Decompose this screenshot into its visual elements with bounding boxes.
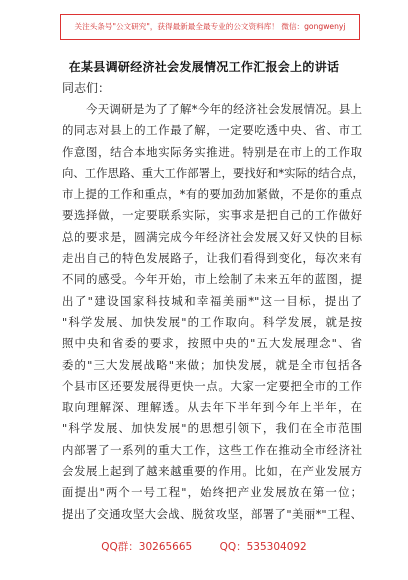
text-line: 取向理解深、理解透。从去年下半年到今年上半年，在 — [62, 400, 362, 415]
text-line: 出了"建设国家科技城和幸福美丽*"这一目标，提出了 — [62, 293, 362, 308]
document-body — [62, 99, 362, 525]
text-line: 作意图，结合本地实际务实推进。特别是在市上的工作取 — [62, 144, 362, 159]
text-line: 今天调研是为了了解*今年的经济社会发展情况。县上 — [86, 102, 362, 116]
text-line: 会发展上起到了越来越重要的作用。比如，在产业发展方 — [62, 464, 362, 479]
header-banner: 关注头条号"公文研究"，获得最新最全最专业的公文资料库！ 微信：gongwenyj — [60, 14, 360, 40]
footer-contact — [0, 539, 408, 554]
text-line: "科学发展、加快发展"的工作取向。科学发展，就是按 — [62, 314, 362, 329]
text-line: 走出自己的特色发展路子，让我们看得到变化，每次来有 — [62, 251, 362, 266]
text-line: 不同的感受。今年开始，市上绘制了未来五年的蓝图，提 — [62, 272, 362, 287]
text-line: 要选择做，一定要联系实际，实事求是把自己的工作做好 — [62, 208, 362, 223]
text-line: 委的"三大发展战略"来做；加快发展，就是全市包括各 — [62, 357, 362, 372]
text-line: 向、工作思路、重大工作部署上，要找好和*实际的结合点， — [62, 165, 364, 180]
text-line: "科学发展、加快发展"的思想引领下，我们在全市范围 — [62, 421, 362, 436]
document-title: 在某县调研经济社会发展情况工作汇报会上的讲话 — [68, 60, 340, 74]
qq-group-number: QQ群：30265665 — [101, 541, 193, 553]
text-line: 面提出"两个一号工程"，始终把产业发展放在第一位； — [62, 485, 362, 500]
text-line: 提出了交通攻坚大会战、脱贫攻坚，部署了"美丽*"工程、 — [62, 506, 362, 521]
text-line: 市上提的工作和重点，*有的要加劲加紧做，不是你的重点 — [62, 187, 362, 202]
text-line: 内部署了一系列的重大工作，这些工作在推动全市经济社 — [62, 442, 362, 457]
text-line: 总的要求是，圆满完成今年经济社会发展又好又快的目标 — [62, 229, 362, 244]
text-line: 个县市区还要发展得更快一点。大家一定要把全市的工作 — [62, 378, 362, 393]
qq-number: QQ：535304092 — [219, 541, 307, 553]
text-line: 的同志对县上的工作最了解，一定要吃透中央、省、市工 — [62, 123, 362, 138]
text-line: 照中央和省委的要求，按照中央的"五大发展理念"、省 — [62, 336, 362, 351]
salutation: 同志们： — [62, 81, 111, 95]
